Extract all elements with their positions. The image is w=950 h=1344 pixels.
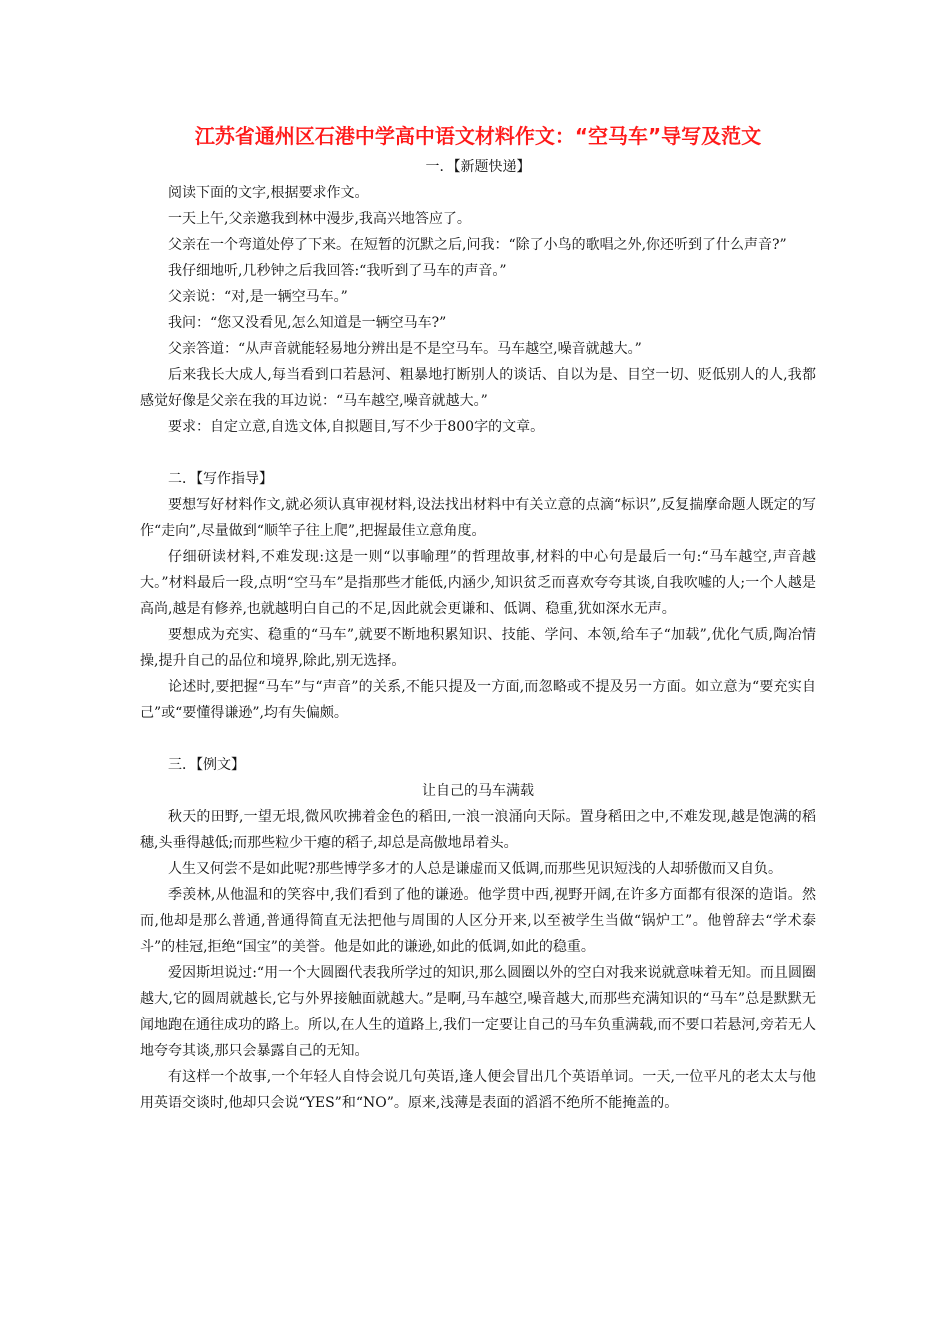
section-spacer xyxy=(140,726,816,752)
paragraph: 秋天的田野,一望无垠,微风吹拂着金色的稻田,一浪一浪涌向天际。置身稻田之中,不难发现,越是饱满的稻穗,头垂得越低;而那些粒少干瘪的稻子,却总是高傲地昂着头。 xyxy=(140,809,816,851)
paragraph: 仔细研读材料,不难发现:这是一则“以事喻理”的哲理故事,材料的中心句是最后一句:“马车越空,声音越大。”材料最后一段,点明“空马车”是指那些才能低,内涵少,知识贫乏而喜欢夸夸其谈,自我吹嘘的人;一个人越是高尚,越是有修养,也就越明白自己的不足,因此就会更谦和、低调、稳重,犹如深水无声。 xyxy=(140,549,816,617)
document-page xyxy=(140,118,816,1116)
paragraph: 论述时,要把握“马车”与“声音”的关系,不能只提及一方面,而忽略或不提及另一方面。如立意为“要充实自己”或“要懂得谦逊”,均有失偏颇。 xyxy=(140,679,816,721)
paragraph: 阅读下面的文字,根据要求作文。 xyxy=(168,185,369,201)
paragraph: 一天上午,父亲邀我到林中漫步,我高兴地答应了。 xyxy=(168,211,471,227)
essay-title: 让自己的马车满载 xyxy=(422,783,534,799)
paragraph: 父亲说：“对,是一辆空马车。” xyxy=(168,289,348,305)
paragraph: 爱因斯坦说过:“用一个大圆圈代表我所学过的知识,那么圆圈以外的空白对我来说就意味着无知。而且圆圈越大,它的圆周就越长,它与外界接触面就越大。”是啊,马车越空,噪音越大,而那些充满知识的“马车”总是默默无闻地跑在通往成功的路上。所以,在人生的道路上,我们一定要让自己的马车负重满载,而不要口若悬河,旁若无人地夸夸其谈,那只会暴露自己的无知。 xyxy=(140,965,816,1059)
section-heading-new-topic: 一．【新题快递】 xyxy=(425,159,531,175)
paragraph: 人生又何尝不是如此呢?那些博学多才的人总是谦虚而又低调,而那些见识短浅的人却骄傲而又自负。 xyxy=(168,861,782,877)
document-title: 江苏省通州区石港中学高中语文材料作文：“空马车”导写及范文 xyxy=(194,124,762,148)
paragraph: 我仔细地听,几秒钟之后我回答:“我听到了马车的声音。” xyxy=(168,263,507,279)
paragraph: 父亲答道：“从声音就能轻易地分辨出是不是空马车。马车越空,噪音就越大。” xyxy=(168,341,642,357)
paragraph: 我问：“您又没看见,怎么知道是一辆空马车?” xyxy=(168,315,447,331)
section-heading-writing-guide: 二．【写作指导】 xyxy=(168,471,273,487)
paragraph: 要想成为充实、稳重的“马车”,就要不断地积累知识、技能、学问、本领,给车子“加载”,优化气质,陶冶情操,提升自己的品位和境界,除此,别无选择。 xyxy=(140,627,816,669)
paragraph: 要想写好材料作文,就必须认真审视材料,设法找出材料中有关立意的点滴“标识”,反复揣摩命题人既定的写作“走向”,尽量做到“顺竿子往上爬”,把握最佳立意角度。 xyxy=(140,497,816,539)
paragraph: 要求：自定立意,自选文体,自拟题目,写不少于800字的文章。 xyxy=(168,419,545,435)
section-spacer xyxy=(140,440,816,466)
paragraph: 后来我长大成人,每当看到口若悬河、粗暴地打断别人的谈话、自以为是、目空一切、贬低别人的人,我都感觉好像是父亲在我的耳边说：“马车越空,噪音就越大。” xyxy=(140,367,816,409)
paragraph: 父亲在一个弯道处停了下来。在短暂的沉默之后,问我：“除了小鸟的歌唱之外,你还听到了什么声音?” xyxy=(168,237,787,253)
paragraph: 有这样一个故事,一个年轻人自恃会说几句英语,逢人便会冒出几个英语单词。一天,一位平凡的老太太与他用英语交谈时,他却只会说“YES”和“NO”。原来,浅薄是表面的滔滔不绝所不能掩盖的。 xyxy=(140,1069,816,1111)
section-heading-example-essay: 三．【例文】 xyxy=(168,757,245,773)
paragraph: 季羡林,从他温和的笑容中,我们看到了他的谦逊。他学贯中西,视野开阔,在许多方面都有很深的造诣。然而,他却是那么普通,普通得简直无法把他与周围的人区分开来,以至被学生当做“锅炉工”。他曾辞去“学术泰斗”的桂冠,拒绝“国宝”的美誉。他是如此的谦逊,如此的低调,如此的稳重。 xyxy=(140,887,816,955)
